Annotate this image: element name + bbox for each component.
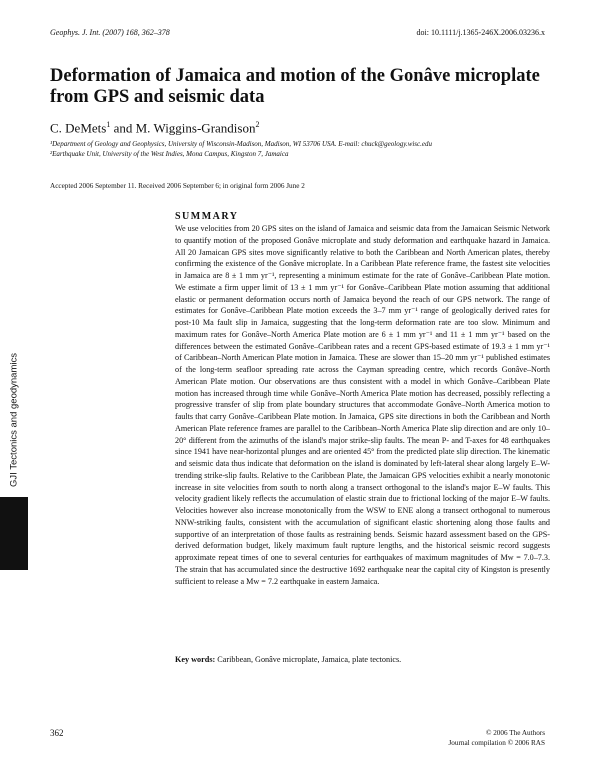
author-1: C. DeMets <box>50 120 107 136</box>
authors <box>50 120 259 136</box>
page-number: 362 <box>50 728 64 738</box>
summary-heading: SUMMARY <box>175 211 239 222</box>
doi: doi: 10.1111/j.1365-246X.2006.03236.x <box>416 28 545 37</box>
keywords-label: Key words: <box>175 655 216 664</box>
affiliation-1: ¹Department of Geology and Geophysics, University of Wisconsin-Madison, Madison, WI 53706 USA. E-mail: chuck@geology.wisc.edu <box>50 140 432 148</box>
submission-dates: Accepted 2006 September 11. Received 2006 September 6; in original form 2006 June 2 <box>50 182 305 190</box>
author-conjunction: and <box>110 120 136 136</box>
copyright: © 2006 The Authors <box>485 729 545 737</box>
journal-compilation: Journal compilation © 2006 RAS <box>448 739 545 747</box>
author-2: M. Wiggins-Grandison <box>135 120 256 136</box>
section-sidebar-label: GJI Tectonics and geodynamics <box>8 353 20 487</box>
abstract-text: We use velocities from 20 GPS sites on the island of Jamaica and seismic data from the Jamaican Seismic Network to quantify motion of the proposed Gonâve microplate and study deformation and earthquake hazard in Jamaica. All 20 Jamaican GPS sites move significantly relative to both the Caribbean and North American plates, thereby confirming the existence of the Gonâve microplate. In a Caribbean Plate reference frame, the fastest site velocities in Jamaica are 8 ± 1 mm yr⁻¹, representing a minimum estimate for the rate of Gonâve–Caribbean Plate motion. We estimate a firm upper limit of 13 ± 1 mm yr⁻¹ for Gonâve–Caribbean Plate motion assuming that additional elastic or permanent deformation occurs north of Jamaica beyond the reach of our GPS network. The range of estimates for Gonâve–Caribbean Plate motion exceeds the 3–7 mm yr⁻¹ range of geologically derived rates for post-10 Ma fault slip in Jamaica, suggesting that the long-term deformation rate are too slow. Minimum and maximum rates for Gonâve–North America Plate motion are 6 ± 1 mm yr⁻¹ and 11 ± 1 mm yr⁻¹ based on the differences between the estimated Gonâve–Caribbean rates and a recent GPS-based estimate of 19.3 ± 1 mm yr⁻¹ of Caribbean–North American Plate motion in Jamaica. These are slower than 15–20 mm yr⁻¹ published estimates of the long-term seafloor spreading rate across the Cayman spreading centre, which records Gonâve–North American Plate motion. Our observations are thus consistent with a model in which Gonâve–Caribbean Plate motion has increased through time while Gonâve–North America Plate motion has decreased, possibly reflecting a progressive transfer of slip from plate boundary structures that accommodate Gonâve–North America motion to faults that carry Gonâve–Caribbean Plate motion. In Jamaica, GPS site directions in both the Caribbean and North American Plate reference frames are parallel to the Caribbean–North America Plate slip direction and are only 10–20° different from the azimuths of the island's major strike-slip faults. The mean P- and T-axes for 48 earthquakes since 1941 have near-horizontal plunges and are oriented 45° from the predicted plate slip direction. The kinematic and seismic data thus indicate that deformation on the island is dominated by left-lateral shear along largely E–W-trending strike-slip faults. Relative to the Caribbean Plate, the Jamaican GPS velocities exhibit a nearly monotonic increase in site velocities from south to north along a transect orthogonal to the island's major E–W faults. This velocity gradient likely reflects the accumulation of elastic strain due to frictional locking of the major E–W faults. Velocities however also increase monotonically from the WSW to ENE along a transect orthogonal to numerous NNW-striking faults, consistent with the accumulation of significant elastic shortening along those faults and supportive of an interpretation of those faults as restraining bends. Seismic hazard assessment based on the GPS-derived deformation budget, likely maximum fault rupture lengths, and the historical seismic record suggests approximate repeat times of one to several centuries for earthquakes of maximum magnitudes of Mw = 7.0–7.3. The strain that has accumulated since the destructive 1692 earthquake near the capital city of Kingston is presently sufficient to release a Mw = 7.2 earthquake in eastern Jamaica. <box>175 224 550 586</box>
affiliation-2: ²Earthquake Unit, University of the West Indies, Mona Campus, Kingston 7, Jamaica <box>50 150 289 158</box>
section-sidebar-bar <box>0 497 28 570</box>
paper-title: Deformation of Jamaica and motion of the Gonâve microplate from GPS and seismic data <box>50 66 540 107</box>
author-2-affiliation: 2 <box>255 120 260 129</box>
author-1-affiliation: 1 <box>106 120 111 129</box>
keywords <box>175 655 550 664</box>
journal-citation: Geophys. J. Int. (2007) 168, 362–378 <box>50 28 170 37</box>
keywords-list: Caribbean, Gonâve microplate, Jamaica, plate tectonics. <box>217 655 402 664</box>
